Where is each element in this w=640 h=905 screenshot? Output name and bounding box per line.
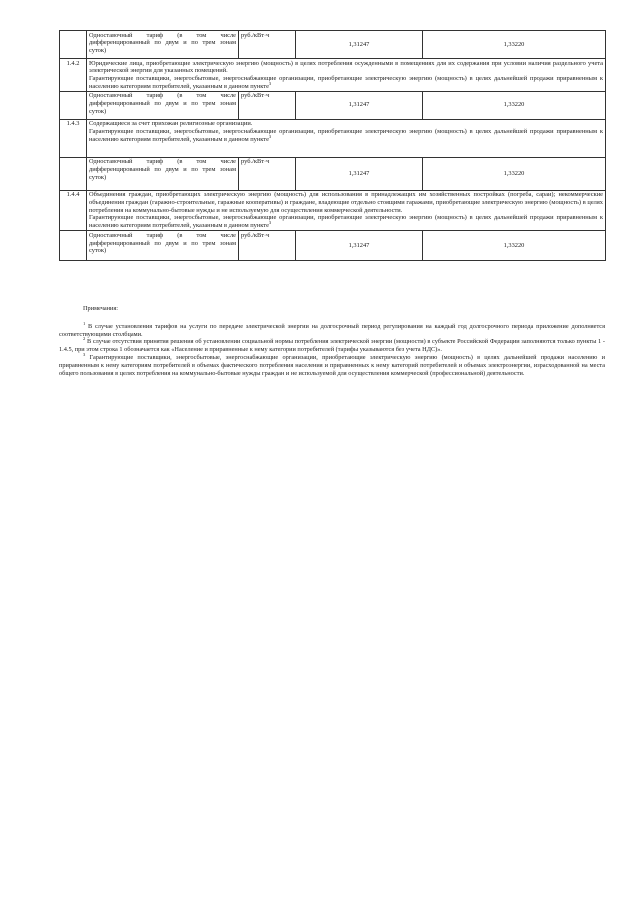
section-row — [60, 59, 606, 92]
unit-label: руб./кВт·ч — [239, 231, 296, 261]
section-paragraph: Гарантирующие поставщики, энергосбытовые, энергоснабжающие организации, приобретающие электрическую энергию (мощность) в целях дальнейшей продажи приравненным к населению категориям потребителей, указанным в данном пункте$^3$ — [89, 214, 603, 230]
value-cell: 1,31247 — [296, 231, 423, 261]
value-cell: 1,31247 — [296, 157, 423, 190]
section-number: 1.4.4 — [60, 190, 87, 231]
row-number-cell — [60, 91, 87, 119]
note-item: $^3$ Гарантирующие поставщики, энергосбытовые, энергоснабжающие организации, приобретающие электрическую энергию (мощность) в целях дальнейшей продажи населению и приравненным к нему категориям потребителей в объемах фактического потребления населения и приравненных к нему категорий потребителей и объемах электроэнергии, израсходованной на места общего пользования в целях потребления на коммунально-бытовые нужды граждан и не используемой для осуществления коммерческой (профессиональной) деятельности. — [59, 351, 605, 377]
note-mark: 2 — [83, 336, 86, 342]
unit-label: руб./кВт·ч — [239, 91, 296, 119]
tariff-page — [59, 30, 605, 261]
tariff-table — [59, 30, 606, 261]
footnote-mark: 3 — [268, 80, 272, 86]
value-cell: 1,31247 — [296, 31, 423, 59]
value-cell: 1,33220 — [423, 91, 606, 119]
section-row — [60, 190, 606, 231]
notes-heading: Примечания: — [83, 305, 119, 312]
section-paragraph: Объединения граждан, приобретающих электрическую энергию (мощность) для использования в принадлежащих им хозяйственных постройках (погреба, сараи); некоммерческие объединения граждан (гаражно-строительные, гаражные кооперативы) и граждане, владеющие отдельно стоящими гаражами, приобретающие электрическую энергию (мощность) в целях потребления на коммунально-бытовые нужды и не используемую для осуществления коммерческой деятельности. — [89, 191, 603, 214]
table-row — [60, 91, 606, 119]
value-cell: 1,33220 — [423, 231, 606, 261]
rate-label: Одноставочный тариф (в том числе дифференцированный по двум и по трем зонам суток) — [87, 157, 239, 190]
section-description — [87, 119, 606, 157]
table-row — [60, 231, 606, 261]
value-cell: 1,31247 — [296, 91, 423, 119]
rate-label: Одноставочный тариф (в том числе дифференцированный по двум и по трем зонам суток) — [87, 31, 239, 59]
unit-label: руб./кВт·ч — [239, 31, 296, 59]
section-paragraph: Содержащиеся за счет прихожан религиозные организации. — [89, 120, 253, 128]
section-paragraph: Гарантирующие поставщики, энергосбытовые, энергоснабжающие организации, приобретающие электрическую энергию (мощность) в целях дальнейшей продажи приравненным к населению категориям потребителей, указанным в данном пункте$^3$ — [89, 74, 603, 90]
value-cell: 1,33220 — [423, 157, 606, 190]
section-number: 1.4.3 — [60, 119, 87, 157]
footnote-mark: 3 — [268, 133, 272, 139]
note-mark: 3 — [83, 351, 86, 357]
section-description — [87, 190, 606, 231]
unit-label: руб./кВт·ч — [239, 157, 296, 190]
section-paragraph: Гарантирующие поставщики, энергосбытовые, энергоснабжающие организации, приобретающие электрическую энергию (мощность) в целях дальнейшей продажи приравненным к населению категориям потребителей, указанным в данном пункте$^3$ — [89, 128, 603, 143]
note-mark: 1 — [83, 320, 86, 326]
row-number-cell — [60, 231, 87, 261]
table-row — [60, 157, 606, 190]
note-item: $^1$ В случае установления тарифов на услуги по передаче электрической энергии на долгосрочный период регулирования на каждый год долгосрочного периода приложение дополняется соответствующими столбцами. — [59, 320, 605, 338]
rate-label: Одноставочный тариф (в том числе дифференцированный по двум и по трем зонам суток) — [87, 91, 239, 119]
section-number: 1.4.2 — [60, 59, 87, 92]
footnote-mark: 3 — [268, 220, 272, 225]
value-cell: 1,33220 — [423, 31, 606, 59]
section-row — [60, 119, 606, 157]
notes-block — [59, 305, 605, 377]
note-item: $^2$ В случае отсутствия принятия решения об установлении социальной нормы потребления электрической энергии (мощности) в субъекте Российской Федерации заполняются только пункты 1 - 1.4.5, при этом строка 1 обозначается как «Население и приравненные к нему категории потребителей (тарифы указываются без учета НДС)». — [59, 336, 606, 354]
section-description — [87, 59, 606, 92]
row-number-cell — [60, 157, 87, 190]
row-number-cell — [60, 31, 87, 59]
rate-label: Одноставочный тариф (в том числе дифференцированный по двум и по трем зонам суток) — [87, 231, 239, 261]
section-paragraph: Юридические лица, приобретающие электрическую энергию (мощность) в целях потребления осужденными в помещениях для их содержания при условии наличия раздельного учета электрической энергии для указанных помещений. — [89, 59, 603, 75]
table-row — [60, 31, 606, 59]
